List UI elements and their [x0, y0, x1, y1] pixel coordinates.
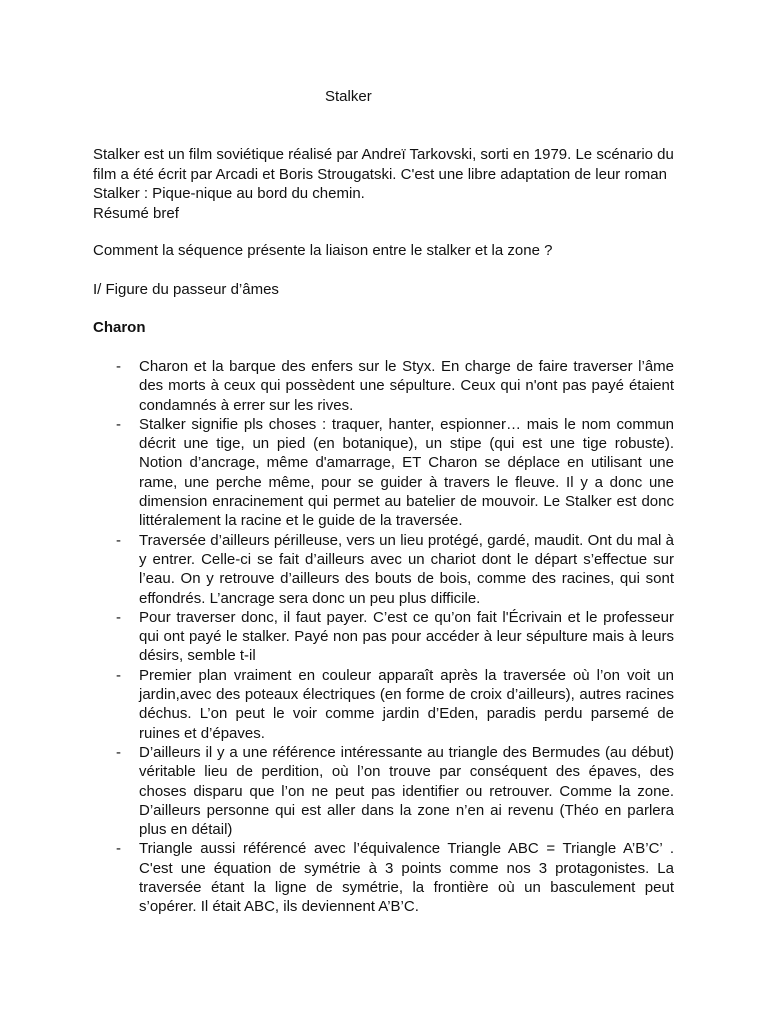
bullet-item — [0, 415, 674, 531]
bullet-text: Traversée d’ailleurs périlleuse, vers un lieu protégé, gardé, maudit. Ont du mal à y entrer. Celle-ci se fait d’ailleurs avec un chariot dont le départ s’effectue sur l’eau. On y retrouve d’ailleurs des bouts de bois, comme des racines, qui sont effondrés. L’ancrage sera donc un peu plus difficile. — [139, 531, 674, 607]
intro-block — [93, 145, 676, 223]
bullet-item — [0, 531, 674, 608]
bullet-item — [0, 357, 674, 415]
bullet-marker: - — [116, 531, 121, 549]
bullet-item — [0, 608, 674, 666]
bullet-text: Premier plan vraiment en couleur apparaît après la traversée où l’on voit un jardin,avec des poteaux électriques (en forme de croix d’ailleurs), autres racines déchus. L’on peut le voir comme jardin d’Eden, paradis perdu parsemé de ruines et d’épaves. — [139, 666, 674, 742]
bullet-text: Triangle aussi référencé avec l’équivalence Triangle ABC = Triangle A’B’C’ . C'est une équation de symétrie à 3 points comme nos 3 protagonistes. La traversée étant la ligne de symétrie, la frontière où un basculement peut s’opérer. Il était ABC, ils deviennent A’B’C. — [139, 840, 674, 916]
bullet-item — [0, 666, 674, 743]
bullet-marker: - — [116, 358, 121, 375]
section-heading: I/ Figure du passeur d’âmes — [93, 281, 279, 298]
bullet-marker: - — [116, 840, 121, 858]
bullet-text: D’ailleurs il y a une référence intéressante au triangle des Bermudes (au début) véritable lieu de perdition, où l’on trouve par conséquent des épaves, des choses disparu que l’on ne peut pas identifier ou retrouver. Comme la zone. D’ailleurs personne qui est aller dans la zone n’en ai revenu (Théo en parlera plus en détail) — [139, 743, 674, 839]
bullet-text: Stalker signifie pls choses : traquer, hanter, espionner… mais le nom commun décrit une tige, un pied (en botanique), un stipe (qui est une tige robuste). Notion d’ancrage, même d'amarrage, ET Charon se déplace en utilisant une rame, une perche même, pour se guider à travers le fleuve. Il y a donc une dimension enracinement qui permet au batelier de mouvoir. Le Stalker est donc littéralement la racine et le guide de la traversée. — [139, 415, 674, 530]
research-question: Comment la séquence présente la liaison entre le stalker et la zone ? — [93, 242, 553, 259]
bullet-list — [0, 357, 768, 917]
bullet-item — [0, 839, 674, 916]
summary-label: Résumé bref — [93, 204, 179, 222]
bullet-text: Pour traverser donc, il faut payer. C’est ce qu’on fait l'Écrivain et le professeur qui ont payé le stalker. Payé non pas pour accéder à leur sépulture mais à leurs désirs, semble t-il — [139, 608, 674, 665]
bullet-text: Charon et la barque des enfers sur le Styx. En charge de faire traverser l’âme des morts à ceux qui possèdent une sépulture. Ceux qui n'ont pas payé étaient condamnés à errer sur les rives. — [139, 358, 674, 414]
intro-paragraph: Stalker est un film soviétique réalisé par Andreï Tarkovski, sorti en 1979. Le scénario du film a été écrit par Arcadi et Boris Strougatski. C'est une libre adaptation de leur roman Stalker : Pique-nique au bord du chemin. — [93, 146, 674, 202]
bullet-item — [0, 743, 674, 839]
bullet-marker: - — [116, 608, 121, 626]
bullet-marker: - — [116, 743, 121, 761]
subsection-heading: Charon — [93, 319, 146, 336]
bullet-marker: - — [116, 415, 121, 433]
document-title: Stalker — [325, 88, 372, 105]
bullet-marker: - — [116, 666, 121, 684]
